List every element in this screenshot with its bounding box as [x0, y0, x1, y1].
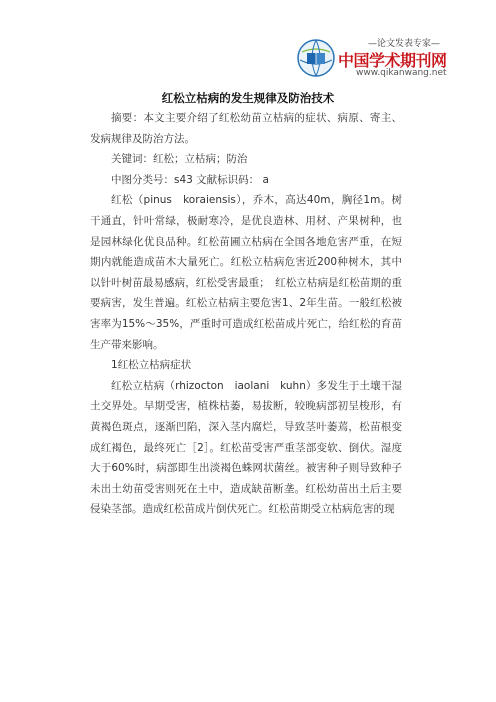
classification-line: 中图分类号：s43 文献标识码： a [111, 173, 269, 186]
abstract-paragraph: 摘要：本文主要介绍了红松幼苗立枯病的症状、病原、寄主、发病规律及防治方法。 [90, 112, 402, 145]
journal-logo [296, 36, 447, 84]
keywords-line: 关键词：红松；立枯病；防治 [111, 153, 248, 166]
document-body [90, 108, 402, 520]
logo-name: 中国学术期刊网 [338, 51, 447, 70]
logo-url: www.qikanwang.net [356, 68, 447, 78]
document-title: 红松立枯病的发生规律及防治技术 [161, 91, 335, 105]
book-globe-icon [296, 38, 336, 78]
section-heading: 1红松立枯病症状 [111, 359, 192, 372]
symptoms-paragraph: 红松立枯病（rhizocton iaolani kuhn）多发生于土壤干湿土交界处。早期受害，植株枯萎，易拔断，较晚病部初呈梭形，有黄褐色斑点，逐渐凹陷，深入茎内腐烂，导致茎叶萎蔫，松苗根变成红褐色，最终死亡［2］。红松苗受害严重茎部变软、倒伏。湿度大于60%时，病部即生出淡褐色蛛网状菌丝。被害种子则导致种子未出土幼苗受害则死在土中，造成缺苗断垄。红松幼苗出土后主要侵染茎部。造成红松苗成片倒伏死亡。红松苗期受立枯病危害的现 [90, 379, 402, 516]
logo-tagline: —论文发表专家— [367, 39, 440, 49]
intro-paragraph: 红松（pinus koraiensis），乔木，高达40m，胸径1m。树干通直，针叶常绿，极耐寒冷，是优良造林、用材、产果树种，也是园林绿化优良品种。红松苗圃立枯病在全国各地危害严重，在短期内就能造成苗木大量死亡。红松立枯病危害近200种树木，其中以针叶树苗最易感病，红松受害最重； 红松立枯病是红松苗期的重要病害，发生普遍。红松立枯病主要危害1、2年生苗。一般红松被害率为15%～35%，严重时可造成红松苗成片死亡，给红松的育苗生产带来影响。 [90, 194, 402, 351]
